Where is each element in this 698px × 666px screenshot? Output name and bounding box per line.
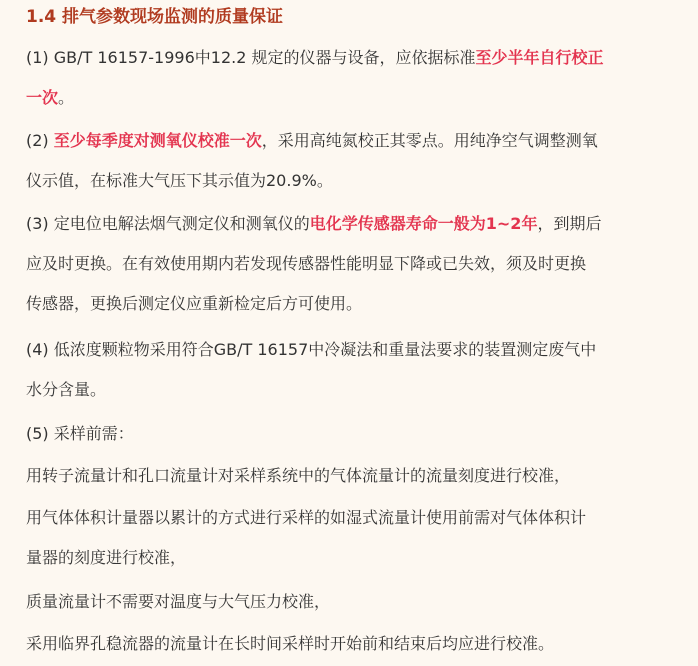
- paragraph-3-line-3: 传感器，更换后测定仪应重新检定后方可使用。: [26, 294, 363, 313]
- paragraph-1-end: 。: [58, 88, 75, 107]
- paragraph-1-line-1: [26, 38, 676, 78]
- paragraph-1-line-2: [26, 78, 676, 118]
- paragraph-7-line-1: 用气体体积计量器以累计的方式进行采样的如湿式流量计使用前需对气体体积计: [26, 508, 587, 527]
- paragraph-3-text: (3) 定电位电解法烟气测定仪和测氧仪的: [26, 214, 310, 233]
- paragraph-3-highlight: 电化学传感器寿命一般为1~2年: [309, 214, 538, 233]
- paragraph-5-line-1: (5) 采样前需：: [26, 424, 134, 443]
- section-heading: 1.4 排气参数现场监测的质量保证: [26, 7, 284, 27]
- paragraph-6-line-1: 用转子流量计和孔口流量计对采样系统中的气体流量计的流量刻度进行校准，: [26, 466, 571, 485]
- paragraph-5: [26, 414, 676, 454]
- paragraph-2-text: ，采用高纯氮校正其零点。用纯净空气调整测氧: [261, 131, 598, 150]
- paragraph-2: [26, 121, 676, 201]
- paragraph-1-highlight-cont: 一次: [26, 88, 59, 107]
- paragraph-6: [26, 456, 676, 496]
- paragraph-2-line-1: [26, 121, 676, 161]
- paragraph-1: [26, 38, 676, 118]
- paragraph-3-line-2: 应及时更换。在有效使用期内若发现传感器性能明显下降或已失效，须及时更换: [26, 254, 587, 273]
- paragraph-1-highlight: 至少半年自行校正: [475, 48, 604, 67]
- paragraph-4-line-1: (4) 低浓度颗粒物采用符合GB/T 16157中冷凝法和重量法要求的装置测定废气中: [26, 340, 597, 359]
- paragraph-8-line-1: 质量流量计不需要对温度与大气压力校准，: [26, 592, 331, 611]
- paragraph-1-text: (1) GB/T 16157-1996中12.2 规定的仪器与设备，应依据标准: [26, 48, 476, 67]
- paragraph-4-line-2: 水分含量。: [26, 380, 107, 399]
- paragraph-3-line-1: [26, 204, 676, 244]
- paragraph-7: [26, 498, 676, 578]
- paragraph-9: [26, 624, 676, 664]
- paragraph-8: [26, 582, 676, 622]
- paragraph-2-highlight: 至少每季度对测氧仪校准一次: [53, 131, 262, 150]
- paragraph-7-line-2: 量器的刻度进行校准，: [26, 548, 187, 567]
- paragraph-4: [26, 330, 676, 410]
- paragraph-2-line-2: 仪示值，在标准大气压下其示值为20.9%。: [26, 171, 333, 190]
- paragraph-3: [26, 204, 676, 324]
- paragraph-3-text-end: ，到期后: [537, 214, 602, 233]
- paragraph-2-prefix: (2): [26, 131, 54, 150]
- paragraph-9-line-1: 采用临界孔稳流器的流量计在长时间采样时开始前和结束后均应进行校准。: [26, 634, 555, 653]
